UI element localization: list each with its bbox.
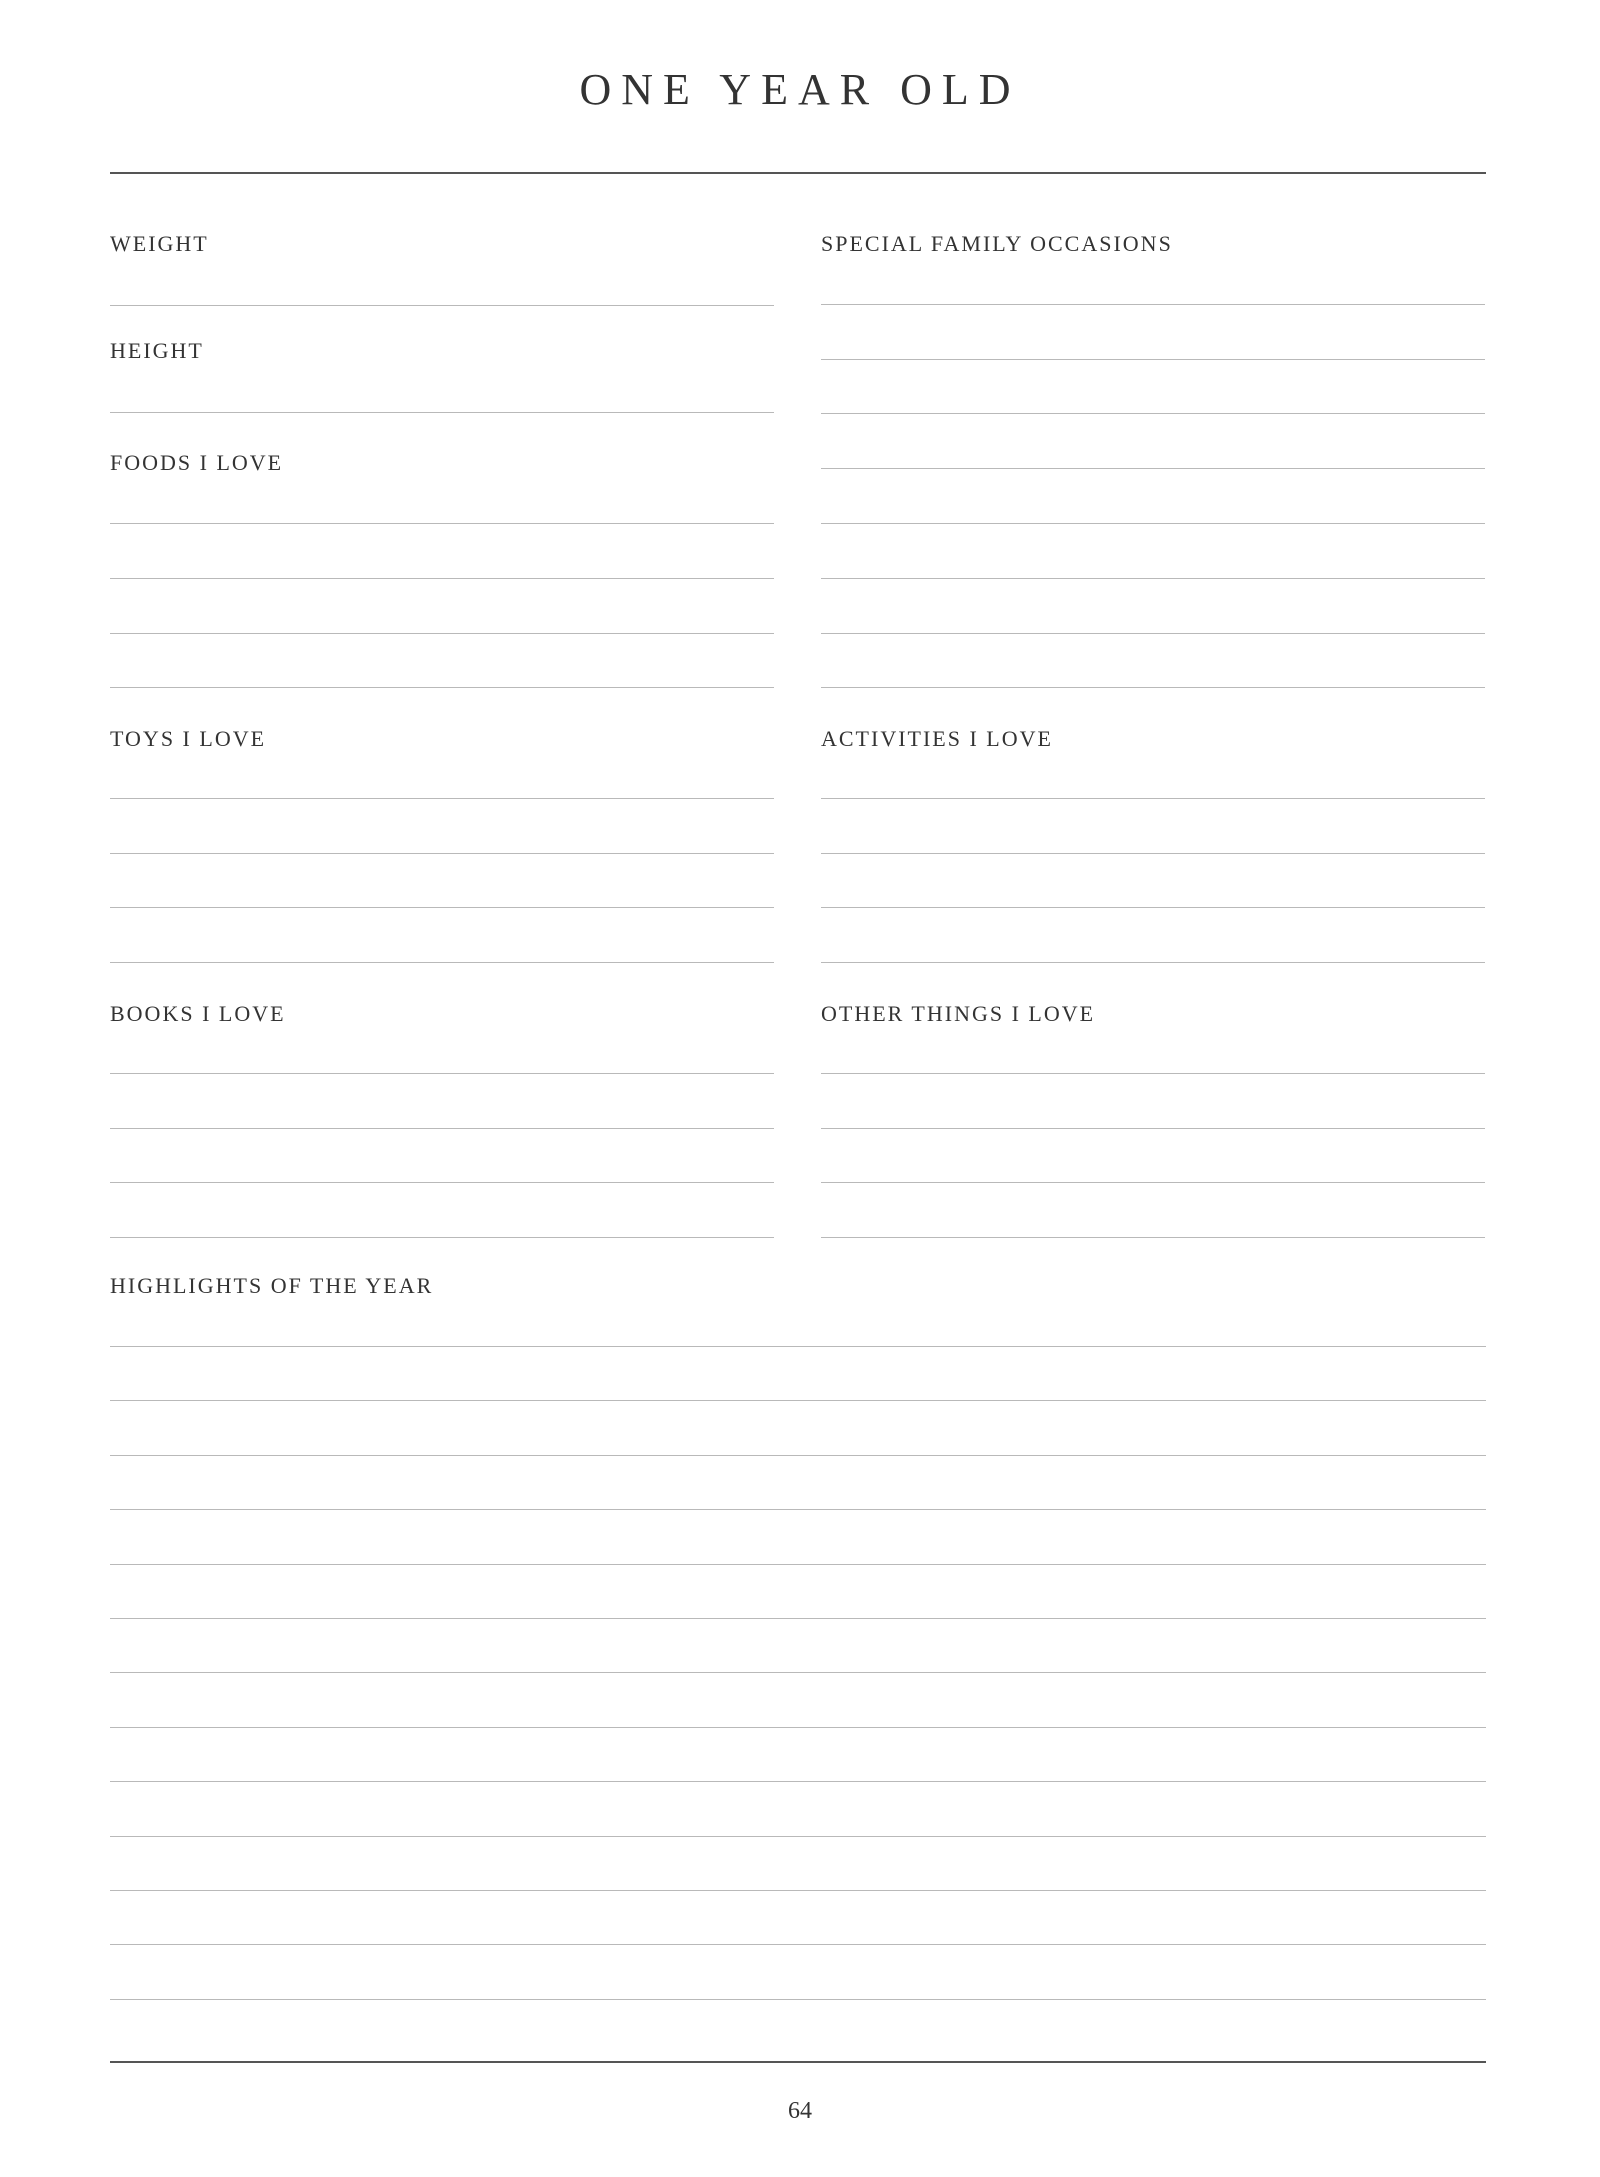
- special-occasions-line[interactable]: [821, 359, 1485, 360]
- highlights-line[interactable]: [110, 1455, 1486, 1456]
- highlights-line[interactable]: [110, 1564, 1486, 1565]
- books-line[interactable]: [110, 1128, 774, 1129]
- top-rule: [110, 172, 1486, 174]
- other-things-line[interactable]: [821, 1073, 1485, 1074]
- highlights-label: HIGHLIGHTS OF THE YEAR: [110, 1273, 434, 1298]
- toys-line[interactable]: [110, 798, 774, 799]
- special-occasions-line[interactable]: [821, 578, 1485, 579]
- other-things-line[interactable]: [821, 1128, 1485, 1129]
- highlights-line[interactable]: [110, 1781, 1486, 1782]
- activities-line[interactable]: [821, 853, 1485, 854]
- special-occasions-label: SPECIAL FAMILY OCCASIONS: [821, 231, 1173, 256]
- height-line[interactable]: [110, 412, 774, 413]
- toys-line[interactable]: [110, 907, 774, 908]
- highlights-line[interactable]: [110, 1944, 1486, 1945]
- activities-line[interactable]: [821, 962, 1485, 963]
- special-occasions-line[interactable]: [821, 523, 1485, 524]
- foods-line[interactable]: [110, 523, 774, 524]
- activities-label: ACTIVITIES I LOVE: [821, 726, 1053, 751]
- special-occasions-line[interactable]: [821, 304, 1485, 305]
- page-number: 64: [788, 2098, 812, 2124]
- special-occasions-line[interactable]: [821, 633, 1485, 634]
- weight-label: WEIGHT: [110, 231, 209, 256]
- books-line[interactable]: [110, 1237, 774, 1238]
- highlights-line[interactable]: [110, 1400, 1486, 1401]
- activities-line[interactable]: [821, 907, 1485, 908]
- foods-line[interactable]: [110, 578, 774, 579]
- special-occasions-line[interactable]: [821, 687, 1485, 688]
- highlights-line[interactable]: [110, 1672, 1486, 1673]
- foods-label: FOODS I LOVE: [110, 450, 284, 475]
- books-line[interactable]: [110, 1182, 774, 1183]
- activities-line[interactable]: [821, 798, 1485, 799]
- bottom-rule: [110, 2061, 1486, 2063]
- other-things-line[interactable]: [821, 1237, 1485, 1238]
- other-things-line[interactable]: [821, 1182, 1485, 1183]
- toys-label: TOYS I LOVE: [110, 726, 267, 751]
- other-things-label: OTHER THINGS I LOVE: [821, 1001, 1096, 1026]
- books-label: BOOKS I LOVE: [110, 1001, 286, 1026]
- toys-line[interactable]: [110, 853, 774, 854]
- special-occasions-line[interactable]: [821, 468, 1485, 469]
- foods-line[interactable]: [110, 687, 774, 688]
- highlights-line[interactable]: [110, 1346, 1486, 1347]
- toys-line[interactable]: [110, 962, 774, 963]
- weight-line[interactable]: [110, 305, 774, 306]
- highlights-line[interactable]: [110, 1509, 1486, 1510]
- special-occasions-line[interactable]: [821, 413, 1485, 414]
- highlights-line[interactable]: [110, 1836, 1486, 1837]
- books-line[interactable]: [110, 1073, 774, 1074]
- page-title: ONE YEAR OLD: [579, 65, 1021, 114]
- height-label: HEIGHT: [110, 338, 204, 363]
- highlights-line[interactable]: [110, 1618, 1486, 1619]
- highlights-line[interactable]: [110, 1999, 1486, 2000]
- highlights-line[interactable]: [110, 1727, 1486, 1728]
- foods-line[interactable]: [110, 633, 774, 634]
- highlights-line[interactable]: [110, 1890, 1486, 1891]
